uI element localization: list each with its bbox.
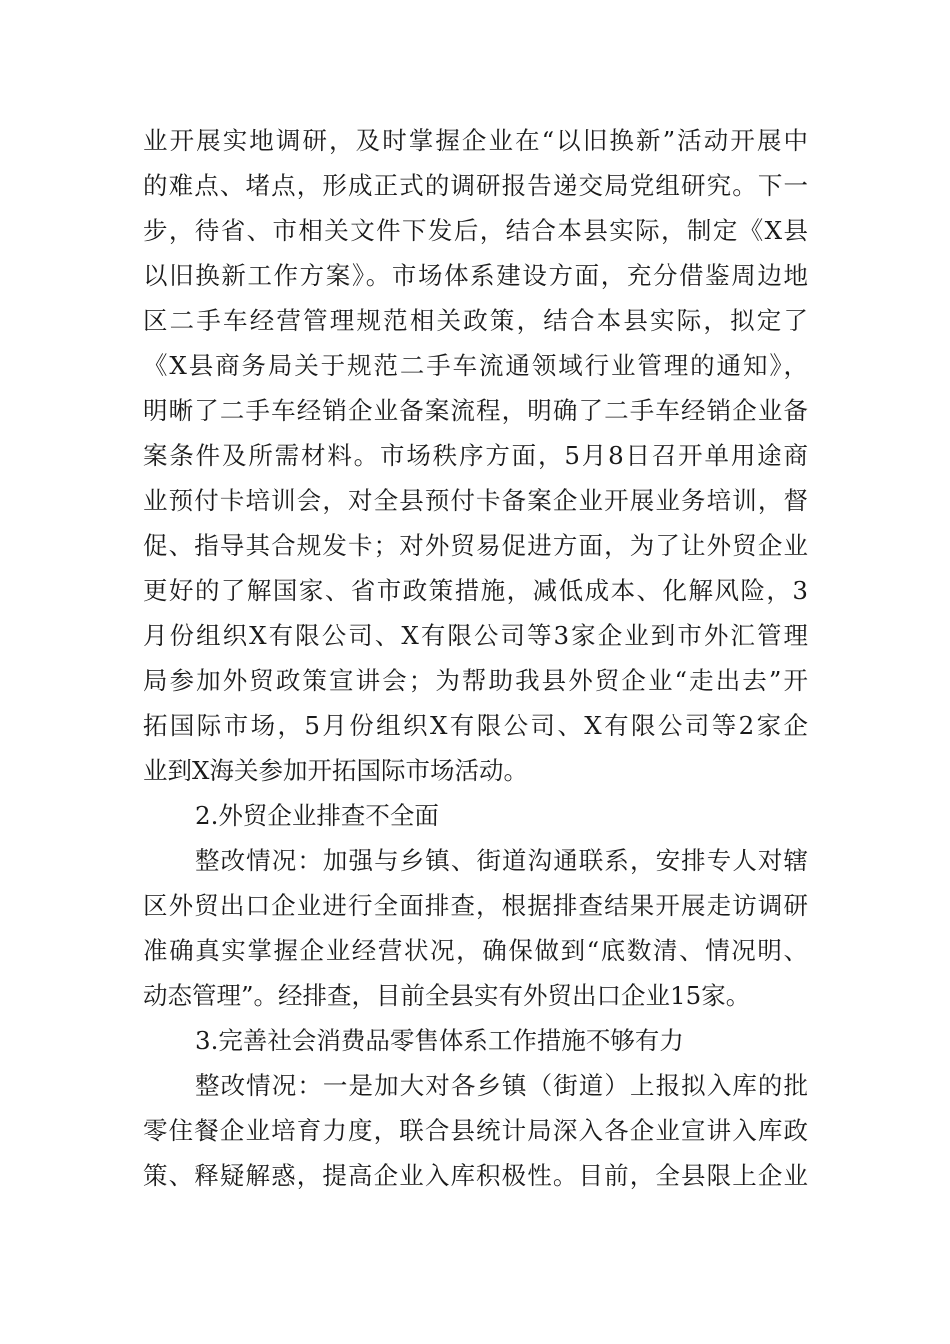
body-text <box>143 118 808 1198</box>
text-line: 准确真实掌握企业经营状况，确保做到“底数清、情况明、 <box>143 936 808 965</box>
text-line: 业到X海关参加开拓国际市场活动。 <box>143 756 528 785</box>
text-line: 拓国际市场，5月份组织X有限公司、X有限公司等2家企 <box>143 711 808 740</box>
text-line: 业开展实地调研，及时掌握企业在“以旧换新”活动开展中 <box>143 126 808 155</box>
text-line: 月份组织X有限公司、X有限公司等3家企业到市外汇管理 <box>143 621 808 650</box>
section-heading: 2.外贸企业排查不全面 <box>195 801 439 830</box>
text-line: 整改情况：加强与乡镇、街道沟通联系，安排专人对辖 <box>195 846 808 875</box>
section-heading: 3.完善社会消费品零售体系工作措施不够有力 <box>195 1026 684 1055</box>
text-line: 更好的了解国家、省市政策措施，减低成本、化解风险，3 <box>143 576 808 605</box>
text-line: 整改情况：一是加大对各乡镇（街道）上报拟入库的批 <box>195 1071 808 1100</box>
text-line: 业预付卡培训会，对全县预付卡备案企业开展业务培训，督 <box>143 486 808 515</box>
text-line: 零住餐企业培育力度，联合县统计局深入各企业宣讲入库政 <box>143 1116 808 1145</box>
text-line: 动态管理”。经排查，目前全县实有外贸出口企业15家。 <box>143 981 751 1010</box>
text-line: 局参加外贸政策宣讲会；为帮助我县外贸企业“走出去”开 <box>143 666 808 695</box>
text-line: 区二手车经营管理规范相关政策，结合本县实际，拟定了 <box>143 306 808 335</box>
text-line: 策、释疑解惑，提高企业入库积极性。目前，全县限上企业 <box>143 1161 808 1190</box>
text-line: 明晰了二手车经销企业备案流程，明确了二手车经销企业备 <box>143 396 808 425</box>
text-line: 区外贸出口企业进行全面排查，根据排查结果开展走访调研 <box>143 891 808 920</box>
text-line: 的难点、堵点，形成正式的调研报告递交局党组研究。下一 <box>143 171 808 200</box>
text-line: 以旧换新工作方案》。市场体系建设方面，充分借鉴周边地 <box>143 261 808 290</box>
text-line: 步，待省、市相关文件下发后，结合本县实际，制定《X县 <box>143 216 808 245</box>
text-line: 《X县商务局关于规范二手车流通领域行业管理的通知》， <box>143 351 808 380</box>
text-line: 案条件及所需材料。市场秩序方面，5月8日召开单用途商 <box>143 441 808 470</box>
text-line: 促、指导其合规发卡；对外贸易促进方面，为了让外贸企业 <box>143 531 808 560</box>
